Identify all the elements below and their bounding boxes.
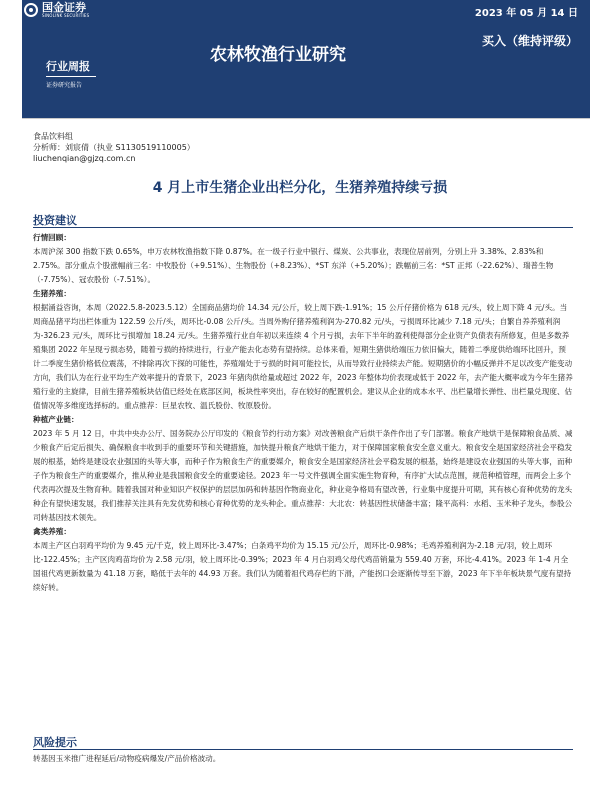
logo-text: 国金证券 xyxy=(42,1,86,14)
subsection-title-poultry: 禽类养殖： xyxy=(33,527,71,536)
subsection-title-hog: 生猪养殖： xyxy=(33,289,71,298)
brand-logo xyxy=(22,0,162,20)
analyst-email: liuchenqian@gjzq.com.cn xyxy=(33,154,136,163)
risk-text: 转基因玉米推广进程延后/动物疫病爆发/产品价格波动。 xyxy=(33,754,221,763)
investment-heading: 投资建议 xyxy=(33,214,77,227)
headline: 4 月上市生猪企业出栏分化，生猪养殖持续亏损 xyxy=(152,180,448,196)
subsection-title-market: 行情回顾： xyxy=(33,233,71,242)
analyst-name: 分析师：刘宸倩（执业 S1130519110005） xyxy=(33,143,195,152)
logo-circle-icon xyxy=(24,3,38,17)
group-name: 食品饮料组 xyxy=(33,132,73,141)
report-header xyxy=(0,0,600,120)
category-divider xyxy=(46,76,96,77)
investment-body xyxy=(33,231,573,595)
subsection-text-planting: 2023 年 5 月 12 日，中共中央办公厅、国务院办公厅印发的《粮食节约行动方案》对改善粮食产后烘干条件作出了专门部署。粮食产地烘干是保障粮食品质、减少粮食产后定后损失、确保粮食丰收到手的重要环节和关键措施，加快提升粮食产地烘干能力，对于保障国家粮食安全意义重大。粮食安全是国家经济社会平稳发展的根基，始终是建设农业强国的头等大事，而种子作为粮食生产的重要媒介，粮食安全是国家经济社会平稳发展的根基，始终是建设农业强国的头等大事，而种子作为粮食生产的重要媒介，推从种业是我国粮食安全的重要途径。2023 年一号文件强调全面实施生物育种，有序扩大试点范围，规范种植管理，而两会上多个代表再次提及生物育种。随着我国对种业知识产权保护的层层加码和转基因作物商业化，种业竞争格局有望改善，行业集中度提升可期，其有核心育种优势的龙头种企有望快速发展，我们推荐关注具有先发优势和核心育种优势的龙头种企。重点推荐：大北农：转基因性状储备丰富；隆平高科：水稻、玉米种子龙头，参股公司转基因技术领先。 xyxy=(33,429,573,522)
risk-body xyxy=(33,752,573,766)
subsection-text-poultry: 本周主产区白羽鸡平均价为 9.45 元/千克，较上周环比-3.47%；白条鸡平均价为 15.15 元/公斤，周环比-0.98%；毛鸡养殖利润为-2.18 元/羽，较上周环比-122.45%；主产区肉鸡苗均价为 2.58 元/羽，较上周环比-0.39%；2023 年 4 月白羽鸡父母代鸡苗销量为 559.40 万套，环比-4.41%。2023 年 1-4 月全国祖代鸡更新数量为 41.18 万套，略低于去年的 44.93 万套。我们认为随着祖代鸡存栏的下滑，产能拐口会逐渐传导至下游，2023 年下半年板块景气度有望持续好转。 xyxy=(33,541,572,592)
report-title: 农林牧渔行业研究 xyxy=(210,45,346,65)
report-date: 2023 年 05 月 14 日 xyxy=(474,8,578,19)
subsection-title-planting: 种植产业链： xyxy=(33,415,79,424)
subsection-text-market: 本周沪深 300 指数下跌 0.65%，申万农林牧渔指数下降 0.87%。在一级子行业中银行、煤炭、公共事业，表现位居前列，分别上升 3.38%、2.83%和 2.75%。部分重点个股涨幅前三名：中牧股份（+9.51%）、生物股份（+8.23%）、*ST 东洋（+5.20%）；跌幅前三名：*ST 正邦（-22.62%）、瑞普生物（-7.75%）、冠农股份（-7.51%）。 xyxy=(33,247,554,284)
report-category: 行业周报 xyxy=(46,60,90,73)
risk-heading: 风险提示 xyxy=(33,736,77,749)
investment-rule xyxy=(33,227,573,228)
risk-rule xyxy=(33,749,573,750)
subsection-text-hog: 根据涌益咨询，本周（2022.5.8-2023.5.12）全国商品猪均价 14.34 元/公斤，较上周下跌-1.91%；15 公斤仔猪价格为 618 元/头，较上周下降 4 元/头。当周商品猪平均出栏体重为 122.59 公斤/头，周环比-0.08 公斤/头。当周外购仔猪养殖利润为-270.82 元/头，亏损周环比减少 7.18 元/头；自繁自养养殖利润为-326.23 元/头，周环比亏损增加 18.24 元/头。生猪养殖行业自年初以来连续 4 个月亏损，去年下半年的盈利使得部分企业资产负债表有所修复，但是多数养殖集团 2022 年呈现亏损态势，随着亏损的持续进行，行业产能去化态势有望持续。总体来看，短期生猪供给端压力依旧偏大，随着二季度供给端环比回升，预计二季度生猪价格低位震荡，不排除再次下探的可能性，养殖端处于亏损的时间可能拉长，从而导致行业持续去产能。短期猪价的小幅反弹并不足以改变产能变动方向，我们认为在行业平均生产效率提升的背景下，2023 年猪肉供给量或超过 2022 年，2023 年整体均价表现或低于 2022 年，去产能大概率或为今年生猪养殖行业的主旋律，目前生猪养殖板块估值已经处在底部区间，板块性率突出，存在较好的配置机会。建议从企业的成本水平、出栏量增长弹性、出栏量兑现度、估值情况等多维度选择标的。重点推荐：巨星农牧、温氏股份、牧原股份。 xyxy=(33,303,573,410)
logo-subtext: SINOLINK SECURITIES xyxy=(42,13,90,18)
rating-label: 买入（维持评级） xyxy=(481,34,578,48)
analyst-info xyxy=(33,131,195,164)
report-subcategory: 证券研究报告 xyxy=(46,82,83,89)
header-rule xyxy=(22,118,590,119)
